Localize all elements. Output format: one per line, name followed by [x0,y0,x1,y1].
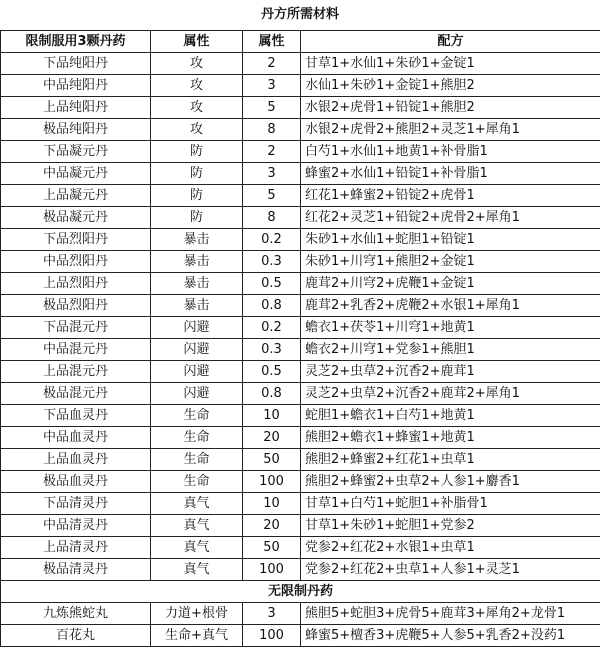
cell-attr: 闪避 [151,383,243,405]
cell-name: 中品烈阳丹 [1,251,151,273]
cell-recipe: 水银2+虎骨2+熊胆2+灵芝1+犀角1 [301,119,600,141]
header-val: 属性 [243,31,301,53]
cell-val: 3 [243,603,301,625]
cell-val: 3 [243,163,301,185]
cell-name: 中品纯阳丹 [1,75,151,97]
cell-val: 20 [243,515,301,537]
table-row [1,53,600,75]
table-row [1,625,600,647]
table-row [1,405,600,427]
cell-name: 百花丸 [1,625,151,647]
cell-val: 100 [243,559,301,581]
cell-val: 0.8 [243,295,301,317]
cell-attr: 防 [151,141,243,163]
table-row [1,427,600,449]
cell-name: 极品纯阳丹 [1,119,151,141]
cell-recipe: 鹿茸2+川穹2+虎鞭1+金锭1 [301,273,600,295]
cell-val: 0.5 [243,273,301,295]
table-row [1,163,600,185]
cell-attr: 暴击 [151,273,243,295]
cell-name: 下品混元丹 [1,317,151,339]
cell-val: 100 [243,625,301,647]
cell-recipe: 熊胆5+蛇胆3+虎骨5+鹿茸3+犀角2+龙骨1 [301,603,600,625]
cell-val: 10 [243,405,301,427]
table-row [1,273,600,295]
cell-name: 中品血灵丹 [1,427,151,449]
table-row [1,97,600,119]
cell-name: 极品血灵丹 [1,471,151,493]
cell-val: 0.8 [243,383,301,405]
cell-recipe: 蜂蜜2+水仙1+铅锭1+补骨脂1 [301,163,600,185]
cell-attr: 攻 [151,53,243,75]
table-row [1,251,600,273]
table-row [1,141,600,163]
cell-attr: 防 [151,185,243,207]
cell-name: 极品混元丹 [1,383,151,405]
cell-attr: 攻 [151,97,243,119]
header-recipe: 配方 [301,31,600,53]
cell-name: 下品血灵丹 [1,405,151,427]
cell-name: 上品烈阳丹 [1,273,151,295]
cell-val: 5 [243,185,301,207]
cell-attr: 闪避 [151,317,243,339]
table-row [1,185,600,207]
cell-recipe: 朱砂1+水仙1+蛇胆1+铅锭1 [301,229,600,251]
cell-name: 上品血灵丹 [1,449,151,471]
table-row [1,207,600,229]
cell-val: 8 [243,207,301,229]
cell-name: 上品凝元丹 [1,185,151,207]
table-row [1,559,600,581]
cell-attr: 生命 [151,471,243,493]
cell-val: 100 [243,471,301,493]
cell-recipe: 水仙1+朱砂1+金锭1+熊胆2 [301,75,600,97]
cell-name: 下品清灵丹 [1,493,151,515]
cell-val: 5 [243,97,301,119]
cell-val: 0.2 [243,229,301,251]
cell-recipe: 甘草1+白芍1+蛇胆1+补脂骨1 [301,493,600,515]
cell-attr: 真气 [151,559,243,581]
cell-recipe: 熊胆2+蜂蜜2+虫草2+人参1+麝香1 [301,471,600,493]
cell-attr: 防 [151,163,243,185]
cell-attr: 暴击 [151,295,243,317]
cell-recipe: 蟾衣2+川穹1+党参1+熊胆1 [301,339,600,361]
cell-name: 下品纯阳丹 [1,53,151,75]
cell-name: 中品凝元丹 [1,163,151,185]
cell-val: 50 [243,537,301,559]
cell-name: 下品凝元丹 [1,141,151,163]
cell-attr: 闪避 [151,339,243,361]
cell-attr: 生命 [151,449,243,471]
cell-name: 中品混元丹 [1,339,151,361]
table-row [1,295,600,317]
cell-attr: 攻 [151,119,243,141]
table-row [1,119,600,141]
cell-recipe: 蜂蜜5+檀香3+虎鞭5+人参5+乳香2+没药1 [301,625,600,647]
table-row [1,449,600,471]
cell-attr: 力道+根骨 [151,603,243,625]
header-attr: 属性 [151,31,243,53]
cell-recipe: 熊胆2+蜂蜜2+红花1+虫草1 [301,449,600,471]
recipe-table [0,30,600,647]
cell-name: 上品清灵丹 [1,537,151,559]
table-row [1,383,600,405]
table-row [1,361,600,383]
cell-name: 极品凝元丹 [1,207,151,229]
cell-val: 8 [243,119,301,141]
cell-name: 下品烈阳丹 [1,229,151,251]
cell-val: 20 [243,427,301,449]
cell-attr: 攻 [151,75,243,97]
cell-name: 极品清灵丹 [1,559,151,581]
cell-val: 0.3 [243,251,301,273]
cell-recipe: 水银2+虎骨1+铅锭1+熊胆2 [301,97,600,119]
cell-recipe: 蛇胆1+蟾衣1+白芍1+地黄1 [301,405,600,427]
cell-name: 上品混元丹 [1,361,151,383]
document-title: 丹方所需材料 [0,0,600,30]
cell-val: 10 [243,493,301,515]
cell-recipe: 灵芝2+虫草2+沉香2+鹿茸1 [301,361,600,383]
cell-attr: 生命+真气 [151,625,243,647]
cell-recipe: 熊胆2+蟾衣1+蜂蜜1+地黄1 [301,427,600,449]
table-row [1,515,600,537]
cell-recipe: 朱砂1+川穹1+熊胆2+金锭1 [301,251,600,273]
cell-val: 0.2 [243,317,301,339]
cell-attr: 真气 [151,493,243,515]
cell-attr: 生命 [151,427,243,449]
cell-name: 九炼熊蛇丸 [1,603,151,625]
cell-val: 3 [243,75,301,97]
cell-recipe: 党参2+红花2+虫草1+人参1+灵芝1 [301,559,600,581]
section-title: 无限制丹药 [1,581,600,603]
table-row [1,317,600,339]
cell-recipe: 鹿茸2+乳香2+虎鞭2+水银1+犀角1 [301,295,600,317]
cell-recipe: 蟾衣1+茯苓1+川穹1+地黄1 [301,317,600,339]
table-row [1,339,600,361]
table-row [1,493,600,515]
cell-val: 0.3 [243,339,301,361]
cell-attr: 暴击 [151,229,243,251]
header-name: 限制服用3颗丹药 [1,31,151,53]
table-row [1,229,600,251]
cell-name: 上品纯阳丹 [1,97,151,119]
cell-val: 2 [243,141,301,163]
cell-attr: 防 [151,207,243,229]
cell-recipe: 红花1+蜂蜜2+铅锭2+虎骨1 [301,185,600,207]
cell-attr: 真气 [151,537,243,559]
table-row [1,537,600,559]
cell-attr: 暴击 [151,251,243,273]
cell-recipe: 红花2+灵芝1+铅锭2+虎骨2+犀角1 [301,207,600,229]
cell-recipe: 灵芝2+虫草2+沉香2+鹿茸2+犀角1 [301,383,600,405]
cell-attr: 真气 [151,515,243,537]
cell-val: 50 [243,449,301,471]
cell-val: 0.5 [243,361,301,383]
cell-recipe: 党参2+红花2+水银1+虫草1 [301,537,600,559]
cell-val: 2 [243,53,301,75]
cell-name: 极品烈阳丹 [1,295,151,317]
cell-name: 中品清灵丹 [1,515,151,537]
cell-recipe: 甘草1+朱砂1+蛇胆1+党参2 [301,515,600,537]
cell-attr: 闪避 [151,361,243,383]
table-row [1,75,600,97]
section-row [1,581,600,603]
cell-attr: 生命 [151,405,243,427]
cell-recipe: 甘草1+水仙1+朱砂1+金锭1 [301,53,600,75]
table-row [1,603,600,625]
header-row [1,31,600,53]
table-row [1,471,600,493]
cell-recipe: 白芍1+水仙1+地黄1+补骨脂1 [301,141,600,163]
